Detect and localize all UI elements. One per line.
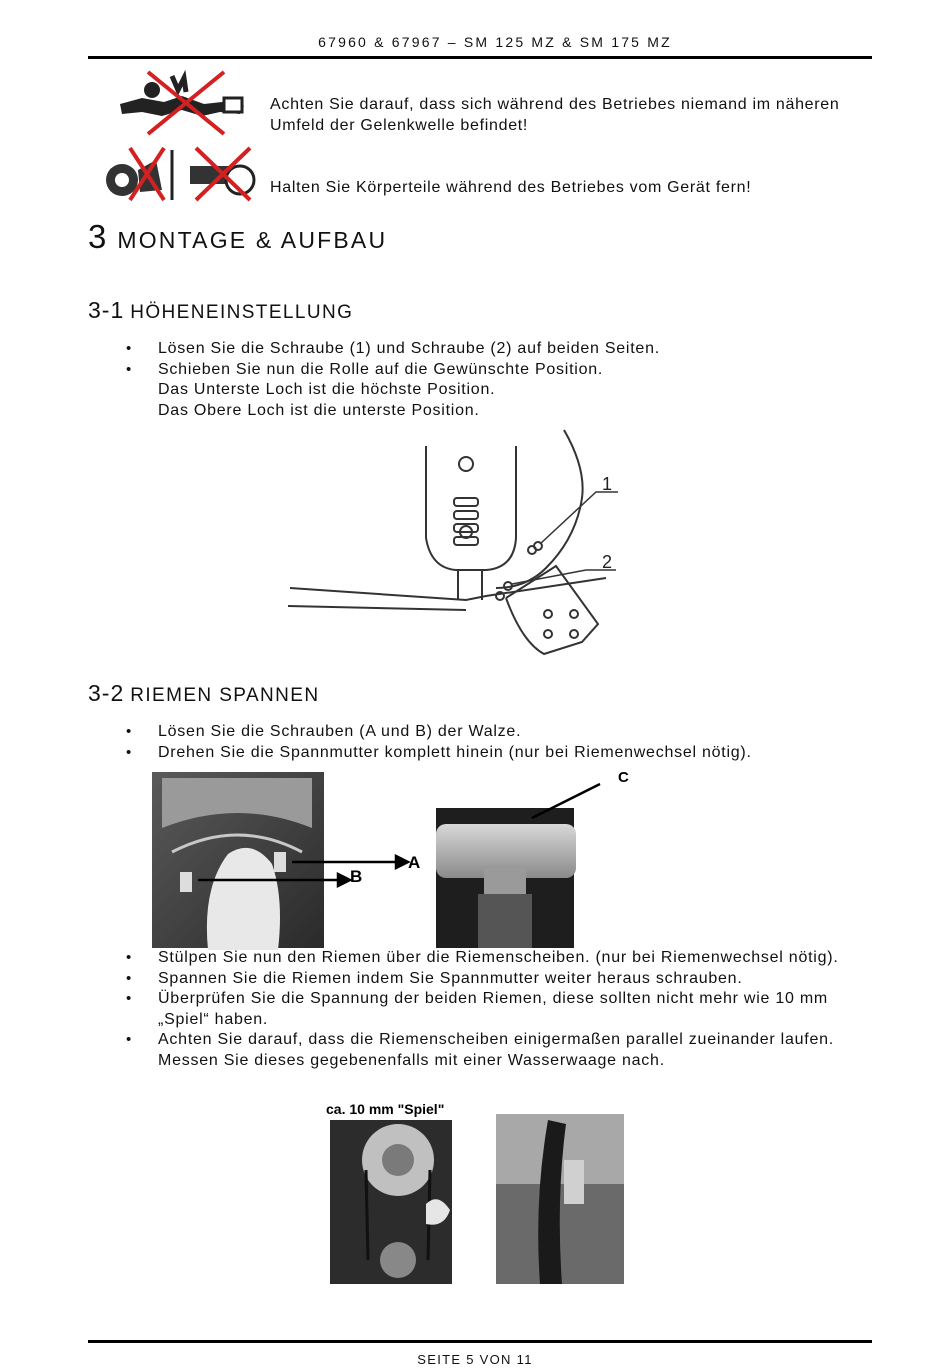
list-item: • Achten Sie darauf, dass die Riemenscheiben einigermaßen parallel zueinander laufen. Messen Sie dieses gegebenenfalls mit einer Wasserwaage nach.	[158, 1030, 868, 1071]
warning-pictogram-body-parts	[100, 140, 260, 206]
warning-pictogram-driveshaft	[112, 68, 262, 138]
section-3-heading	[88, 218, 387, 256]
section-3-title: MONTAGE & AUFBAU	[117, 227, 388, 253]
section-3-2-heading	[88, 680, 319, 707]
driveshaft-warning-icon	[112, 68, 262, 138]
warning-text-body-parts: Halten Sie Körperteile während des Betriebes vom Gerät fern!	[270, 179, 752, 196]
belt-tension-photo-composite	[152, 768, 642, 950]
section-3-1-number: 3-1	[88, 297, 125, 323]
list-item: Das Unterste Loch ist die höchste Position.	[158, 381, 496, 399]
page-header: 67960 & 67967 – SM 125 MZ & SM 175 MZ	[318, 34, 672, 50]
belt-play-photo-composite	[326, 1100, 626, 1286]
photo-caption-spiel: ca. 10 mm "Spiel"	[326, 1101, 445, 1117]
section-3-1-heading	[88, 297, 353, 324]
photo-label-a: A	[408, 853, 421, 872]
photo-label-c: C	[618, 769, 629, 786]
belt-steps-a	[158, 722, 868, 763]
belt-play-photos	[326, 1100, 626, 1286]
header-rule	[88, 56, 872, 59]
body-parts-warning-icon	[100, 140, 260, 206]
list-item: • Schieben Sie nun die Rolle auf die Gewünschte Position.	[158, 360, 868, 381]
list-item: • Spannen Sie die Riemen indem Sie Spannmutter weiter heraus schrauben.	[158, 969, 868, 990]
footer-rule	[88, 1340, 872, 1343]
page-number: SEITE 5 VON 11	[417, 1352, 533, 1367]
drawing-label-2: 2	[602, 552, 613, 572]
belt-steps-b	[158, 948, 868, 1072]
list-item: Das Obere Loch ist die unterste Position.	[158, 401, 480, 419]
list-item: • Stülpen Sie nun den Riemen über die Riemenscheiben. (nur bei Riemenwechsel nötig).	[158, 948, 868, 969]
height-adjustment-diagram	[286, 428, 626, 658]
photo-label-b: B	[350, 867, 363, 886]
section-3-2-title: RIEMEN SPANNEN	[130, 685, 320, 706]
warning-text-driveshaft: Achten Sie darauf, dass sich während des Betriebes niemand im näheren Umfeld der Gelenkwelle befindet!	[270, 96, 840, 134]
list-item: • Überprüfen Sie die Spannung der beiden Riemen, diese sollten nicht mehr wie 10 mm „Spiel“ haben.	[158, 989, 868, 1030]
list-item: • Drehen Sie die Spannmutter komplett hinein (nur bei Riemenwechsel nötig).	[158, 743, 868, 764]
section-3-number: 3	[88, 218, 108, 255]
height-adjust-steps	[158, 339, 868, 421]
belt-tension-photos	[152, 768, 642, 950]
section-3-1-title: HÖHENEINSTELLUNG	[130, 302, 354, 323]
drawing-label-1: 1	[602, 474, 613, 494]
height-adjustment-drawing	[286, 428, 626, 658]
section-3-2-number: 3-2	[88, 680, 125, 706]
list-item: • Lösen Sie die Schraube (1) und Schraube (2) auf beiden Seiten.	[158, 339, 868, 360]
list-item: • Lösen Sie die Schrauben (A und B) der Walze.	[158, 722, 868, 743]
